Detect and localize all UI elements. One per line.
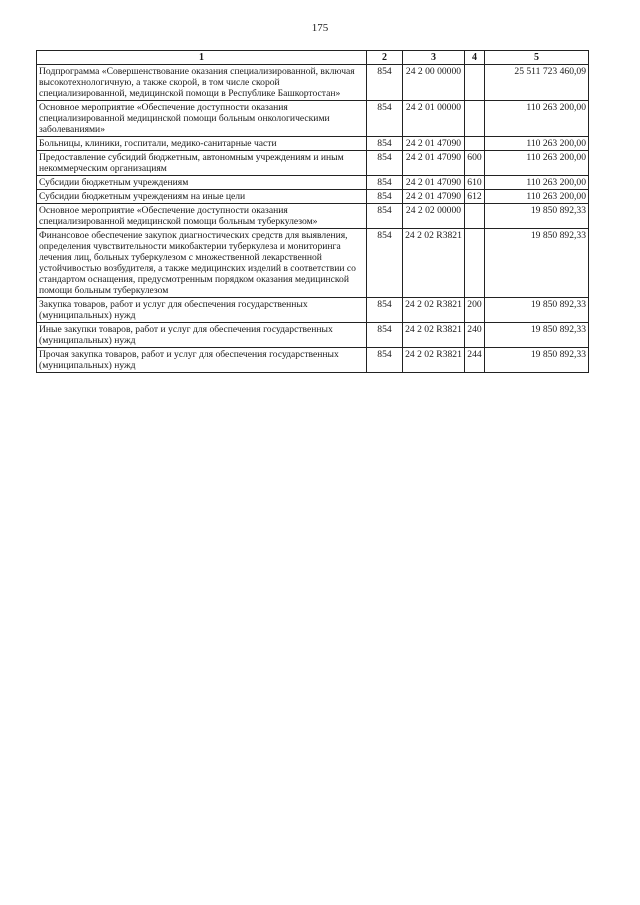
- row-kind-cell: 244: [465, 348, 485, 373]
- page-number: 175: [311, 22, 329, 34]
- row-ministry-cell: 854: [367, 151, 403, 176]
- row-ministry-cell: 854: [367, 204, 403, 229]
- row-amount-cell: 110 263 200,00: [485, 151, 589, 176]
- row-amount-cell: 19 850 892,33: [485, 229, 589, 298]
- row-target-cell: 24 2 01 47090: [403, 176, 465, 190]
- row-target-cell: 24 2 02 00000: [403, 204, 465, 229]
- header-col-1: 1: [37, 51, 367, 65]
- header-col-4: 4: [465, 51, 485, 65]
- row-name-cell: Подпрограмма «Совершенствование оказания специализированной, включая высокотехнологичную, а также скорой, в том числе скорой специализированной, медицинской помощи в Республике Башкортостан»: [37, 65, 367, 101]
- row-name-cell: Субсидии бюджетным учреждениям на иные цели: [37, 190, 367, 204]
- row-kind-cell: 200: [465, 298, 485, 323]
- row-name-cell: Основное мероприятие «Обеспечение доступности оказания специализированной медицинской помощи больным туберкулезом»: [37, 204, 367, 229]
- table-row: [37, 101, 589, 137]
- row-amount-cell: 19 850 892,33: [485, 298, 589, 323]
- row-kind-cell: 612: [465, 190, 485, 204]
- row-target-cell: 24 2 02 R3821: [403, 298, 465, 323]
- table-row: [37, 151, 589, 176]
- header-row: [37, 51, 589, 65]
- row-kind-cell: [465, 229, 485, 298]
- row-name-cell: Закупка товаров, работ и услуг для обеспечения государственных (муниципальных) нужд: [37, 298, 367, 323]
- table-row: [37, 229, 589, 298]
- row-target-cell: 24 2 00 00000: [403, 65, 465, 101]
- row-name-cell: Субсидии бюджетным учреждениям: [37, 176, 367, 190]
- table-row: [37, 65, 589, 101]
- row-amount-cell: 19 850 892,33: [485, 204, 589, 229]
- row-name-cell: Прочая закупка товаров, работ и услуг для обеспечения государственных (муниципальных) нужд: [37, 348, 367, 373]
- row-ministry-cell: 854: [367, 137, 403, 151]
- row-amount-cell: 110 263 200,00: [485, 190, 589, 204]
- row-ministry-cell: 854: [367, 348, 403, 373]
- row-name-cell: Основное мероприятие «Обеспечение доступности оказания специализированной медицинской помощи больным онкологическими заболеваниями»: [37, 101, 367, 137]
- header-col-5: 5: [485, 51, 589, 65]
- row-amount-cell: 19 850 892,33: [485, 348, 589, 373]
- row-target-cell: 24 2 01 00000: [403, 101, 465, 137]
- header-col-3: 3: [403, 51, 465, 65]
- row-ministry-cell: 854: [367, 229, 403, 298]
- row-name-cell: Больницы, клиники, госпитали, медико-санитарные части: [37, 137, 367, 151]
- row-kind-cell: 610: [465, 176, 485, 190]
- row-kind-cell: [465, 65, 485, 101]
- row-amount-cell: 25 511 723 460,09: [485, 65, 589, 101]
- table-row: [37, 137, 589, 151]
- row-amount-cell: 110 263 200,00: [485, 137, 589, 151]
- row-kind-cell: 600: [465, 151, 485, 176]
- row-name-cell: Иные закупки товаров, работ и услуг для обеспечения государственных (муниципальных) нужд: [37, 323, 367, 348]
- table-row: [37, 176, 589, 190]
- table-row: [37, 323, 589, 348]
- row-kind-cell: [465, 137, 485, 151]
- table-row: [37, 204, 589, 229]
- budget-table: [36, 50, 589, 373]
- row-ministry-cell: 854: [367, 190, 403, 204]
- row-amount-cell: 110 263 200,00: [485, 176, 589, 190]
- table-body: [37, 65, 589, 373]
- table-row: [37, 190, 589, 204]
- row-ministry-cell: 854: [367, 298, 403, 323]
- row-target-cell: 24 2 02 R3821: [403, 229, 465, 298]
- row-ministry-cell: 854: [367, 323, 403, 348]
- row-target-cell: 24 2 01 47090: [403, 137, 465, 151]
- row-name-cell: Предоставление субсидий бюджетным, автономным учреждениям и иным некоммерческим организациям: [37, 151, 367, 176]
- row-kind-cell: [465, 204, 485, 229]
- row-target-cell: 24 2 01 47090: [403, 151, 465, 176]
- table-row: [37, 298, 589, 323]
- row-target-cell: 24 2 01 47090: [403, 190, 465, 204]
- header-col-2: 2: [367, 51, 403, 65]
- row-ministry-cell: 854: [367, 101, 403, 137]
- row-ministry-cell: 854: [367, 65, 403, 101]
- row-target-cell: 24 2 02 R3821: [403, 348, 465, 373]
- row-target-cell: 24 2 02 R3821: [403, 323, 465, 348]
- row-ministry-cell: 854: [367, 176, 403, 190]
- row-kind-cell: 240: [465, 323, 485, 348]
- table-row: [37, 348, 589, 373]
- row-amount-cell: 110 263 200,00: [485, 101, 589, 137]
- row-name-cell: Финансовое обеспечение закупок диагностических средств для выявления, определения чувствительности микобактерии туберкулеза и мониторинга лечения лиц, больных туберкулезом с множественной лекарственной устойчивостью возбудителя, а также медицинских изделий в соответствии со стандартом оснащения, предусмотренным порядком оказания медицинской помощи больным туберкулезом: [37, 229, 367, 298]
- row-amount-cell: 19 850 892,33: [485, 323, 589, 348]
- table-header: [37, 51, 589, 65]
- row-kind-cell: [465, 101, 485, 137]
